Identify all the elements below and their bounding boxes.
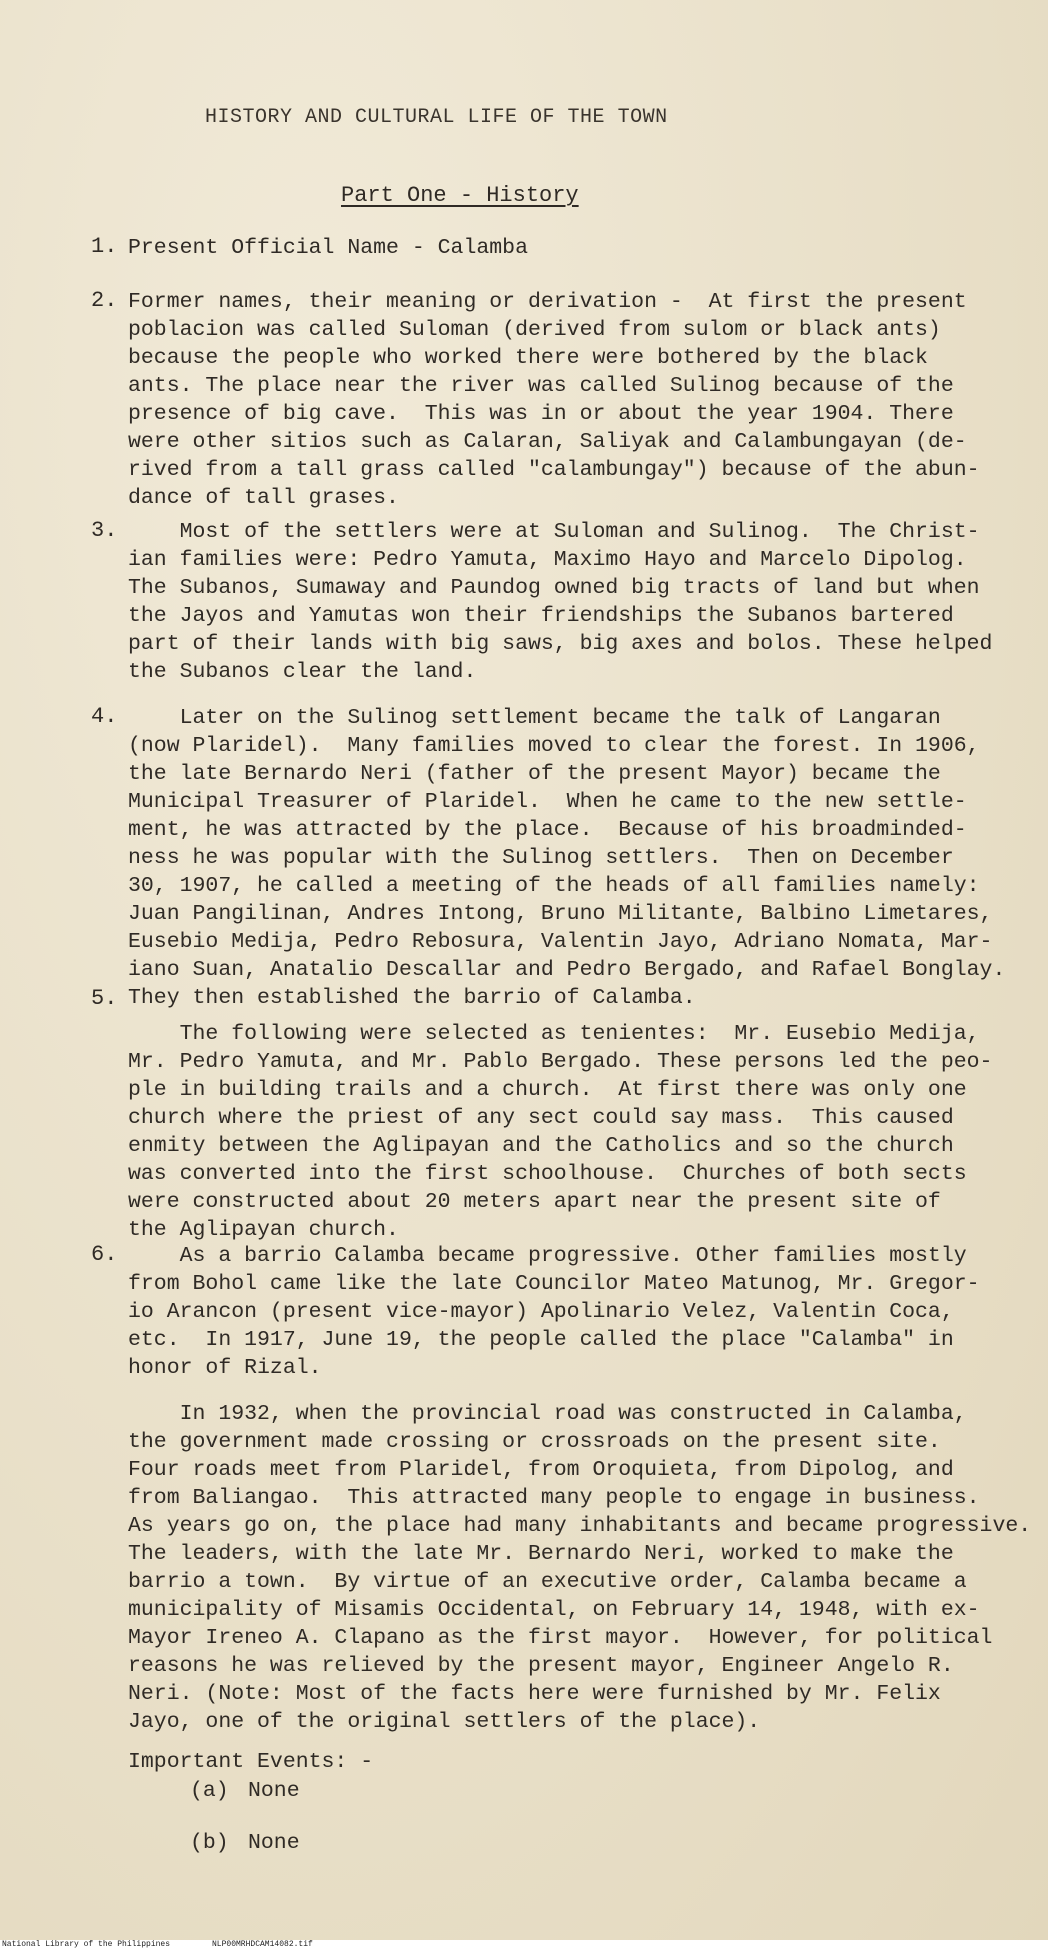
text-line: enmity between the Aglipayan and the Catholics and so the church	[128, 1134, 954, 1158]
text-line: Juan Pangilinan, Andres Intong, Bruno Militante, Balbino Limetares,	[128, 902, 993, 926]
text-line: In 1932, when the provincial road was constructed in Calamba,	[128, 1402, 967, 1426]
text-line: the Aglipayan church.	[128, 1218, 399, 1242]
text-line: ple in building trails and a church. At first there was only one	[128, 1078, 967, 1102]
text-line: the Subanos clear the land.	[128, 660, 477, 684]
text-line: As a barrio Calamba became progressive. Other families mostly	[128, 1244, 967, 1268]
text-line: part of their lands with big saws, big axes and bolos. These helped	[128, 632, 993, 656]
text-line: Mayor Ireneo A. Clapano as the first mayor. However, for political	[128, 1626, 993, 1650]
text-line: barrio a town. By virtue of an executive order, Calamba became a	[128, 1570, 967, 1594]
section-2-body	[128, 288, 1008, 512]
important-events-label: Important Events: -	[128, 1750, 374, 1774]
text-line: ants. The place near the river was called Sulinog because of the	[128, 374, 954, 398]
section-6-body	[128, 1242, 1008, 1382]
section-7-body	[128, 1400, 1032, 1736]
text-line: ness he was popular with the Sulinog settlers. Then on December	[128, 846, 954, 870]
text-line: The Subanos, Sumaway and Paundog owned big tracts of land but when	[128, 576, 980, 600]
text-line: (now Plaridel). Many families moved to clear the forest. In 1906,	[128, 734, 980, 758]
section-4-body	[128, 704, 1008, 1012]
section-3-number: 3.	[91, 518, 118, 543]
event-text: None	[248, 1831, 300, 1855]
text-line: Present Official Name - Calamba	[128, 236, 528, 260]
text-line: Former names, their meaning or derivation - At first the present	[128, 290, 967, 314]
text-line: They then established the barrio of Calamba.	[128, 986, 696, 1010]
text-line: ment, he was attracted by the place. Because of his broadminded-	[128, 818, 967, 842]
text-line: church where the priest of any sect could say mass. This caused	[128, 1106, 954, 1130]
section-5-body	[128, 1020, 1008, 1244]
text-line: municipality of Misamis Occidental, on February 14, 1948, with ex-	[128, 1598, 980, 1622]
event-item-a	[190, 1779, 300, 1803]
text-line: rived from a tall grass called "calambungay") because of the abun-	[128, 458, 980, 482]
section-1-number: 1.	[91, 234, 118, 259]
text-line: from Bohol came like the late Councilor Mateo Matunog, Mr. Gregor-	[128, 1272, 980, 1296]
scan-footer	[0, 1940, 1048, 1950]
section-4-number: 4.	[91, 704, 118, 729]
part-title: Part One - History	[341, 183, 579, 208]
text-line: Mr. Pedro Yamuta, and Mr. Pablo Bergado. These persons led the peo-	[128, 1050, 993, 1074]
text-line: ian families were: Pedro Yamuta, Maximo Hayo and Marcelo Dipolog.	[128, 548, 967, 572]
text-line: poblacion was called Suloman (derived from sulom or black ants)	[128, 318, 941, 342]
footer-filename: NLP00MRHDCAM14082.tif	[212, 1940, 313, 1949]
section-2-number: 2.	[91, 288, 118, 313]
text-line: was converted into the first schoolhouse. Churches of both sects	[128, 1162, 967, 1186]
text-line: were constructed about 20 meters apart near the present site of	[128, 1190, 941, 1214]
text-line: presence of big cave. This was in or about the year 1904. There	[128, 402, 954, 426]
section-6-number: 6.	[91, 1242, 118, 1267]
document-title: HISTORY AND CULTURAL LIFE OF THE TOWN	[205, 106, 668, 129]
text-line: from Baliangao. This attracted many people to engage in business.	[128, 1486, 980, 1510]
text-line: reasons he was relieved by the present mayor, Engineer Angelo R.	[128, 1654, 954, 1678]
text-line: etc. In 1917, June 19, the people called the place "Calamba" in	[128, 1328, 954, 1352]
section-1-body	[128, 234, 1008, 262]
text-line: io Arancon (present vice-mayor) Apolinario Velez, Valentin Coca,	[128, 1300, 954, 1324]
text-line: Four roads meet from Plaridel, from Oroquieta, from Dipolog, and	[128, 1458, 954, 1482]
text-line: Municipal Treasurer of Plaridel. When he came to the new settle-	[128, 790, 967, 814]
text-line: the late Bernardo Neri (father of the present Mayor) became the	[128, 762, 941, 786]
event-text: None	[248, 1779, 300, 1803]
text-line: The leaders, with the late Mr. Bernardo Neri, worked to make the	[128, 1542, 954, 1566]
text-line: 30, 1907, he called a meeting of the heads of all families namely:	[128, 874, 980, 898]
text-line: the government made crossing or crossroads on the present site.	[128, 1430, 941, 1454]
event-tag: (a)	[190, 1779, 229, 1803]
footer-source: National Library of the Philippines	[2, 1940, 171, 1949]
event-item-b	[190, 1831, 300, 1855]
text-line: were other sitios such as Calaran, Saliyak and Calambungayan (de-	[128, 430, 967, 454]
text-line: Eusebio Medija, Pedro Rebosura, Valentin Jayo, Adriano Nomata, Mar-	[128, 930, 993, 954]
text-line: Neri. (Note: Most of the facts here were furnished by Mr. Felix	[128, 1682, 941, 1706]
text-line: Most of the settlers were at Suloman and Sulinog. The Christ-	[128, 520, 980, 544]
section-3-body	[128, 518, 1008, 686]
text-line: The following were selected as tenientes: Mr. Eusebio Medija,	[128, 1022, 980, 1046]
text-line: dance of tall grases.	[128, 486, 399, 510]
section-5-number: 5.	[91, 986, 118, 1011]
text-line: the Jayos and Yamutas won their friendships the Subanos bartered	[128, 604, 954, 628]
text-line: because the people who worked there were bothered by the black	[128, 346, 928, 370]
text-line: iano Suan, Anatalio Descallar and Pedro Bergado, and Rafael Bonglay.	[128, 958, 1006, 982]
text-line: Later on the Sulinog settlement became the talk of Langaran	[128, 706, 941, 730]
text-line: honor of Rizal.	[128, 1356, 322, 1380]
event-tag: (b)	[190, 1831, 229, 1855]
text-line: As years go on, the place had many inhabitants and became progressive.	[128, 1514, 1032, 1538]
text-line: Jayo, one of the original settlers of the place).	[128, 1710, 761, 1734]
